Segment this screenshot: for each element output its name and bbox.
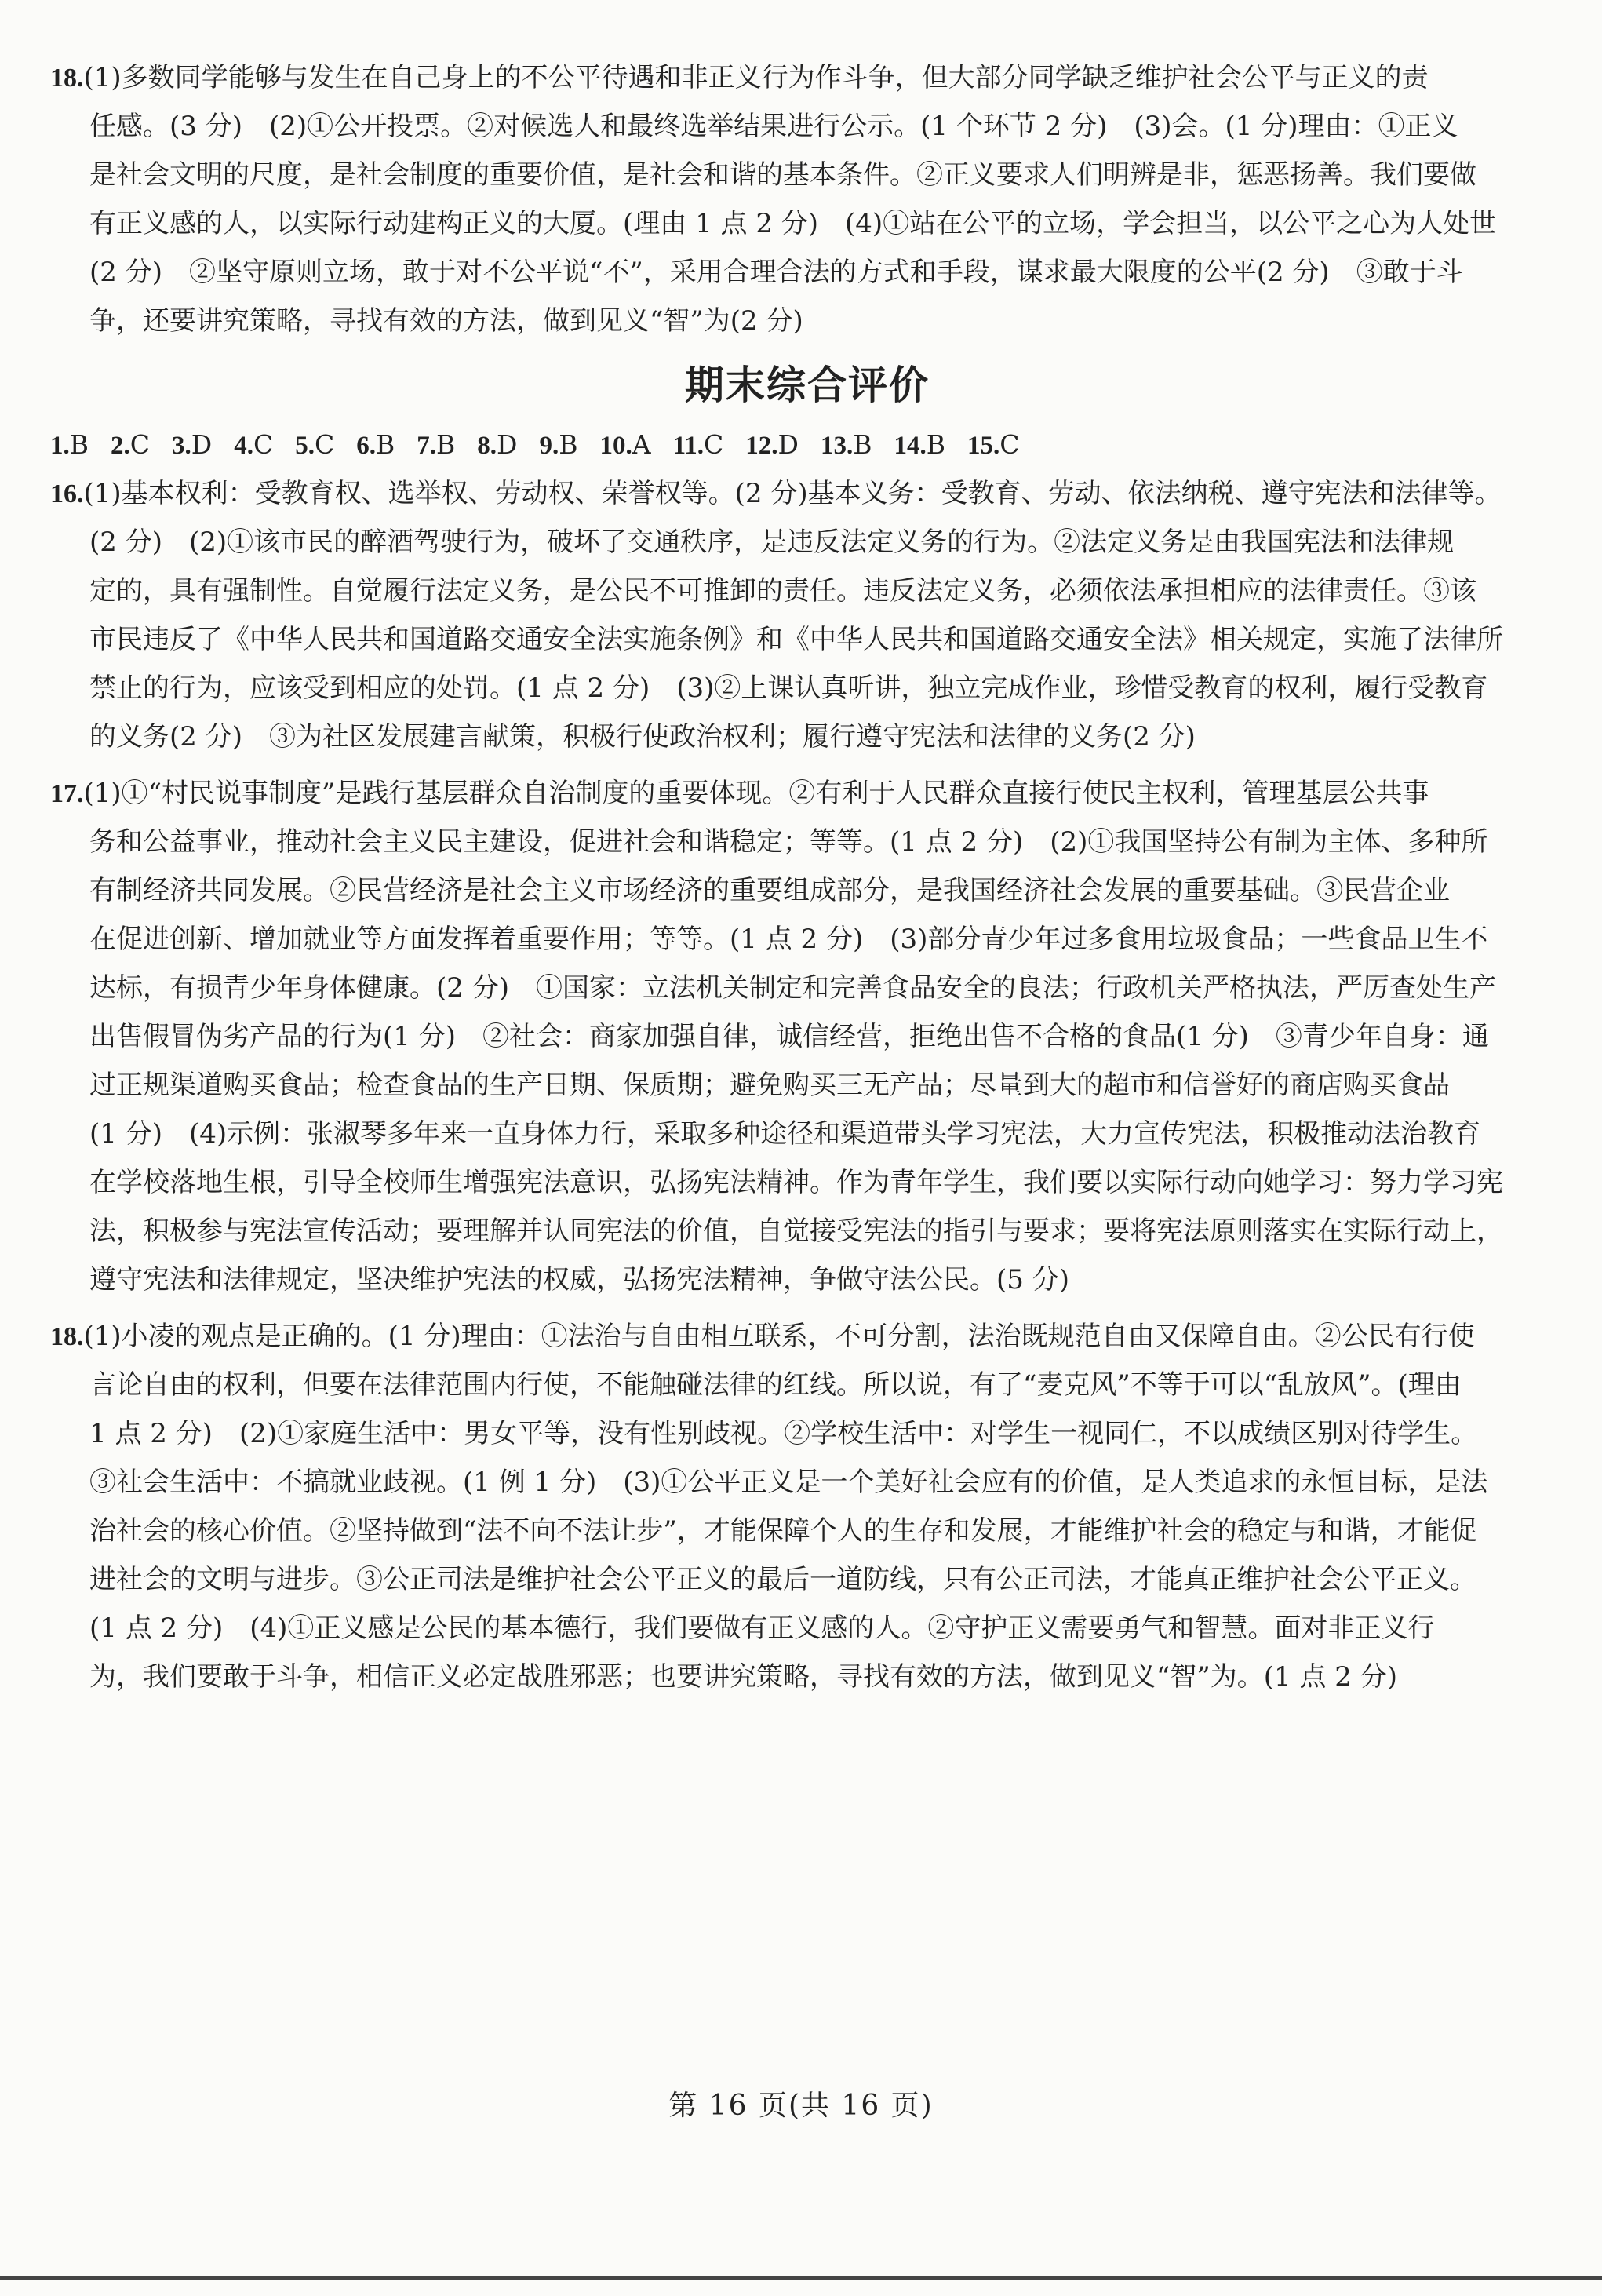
choice-letter: C	[253, 429, 274, 460]
choice-number: 5.	[295, 432, 315, 460]
answer-line	[50, 1458, 1564, 1507]
answer-line	[50, 1207, 1564, 1256]
question-16	[50, 469, 1564, 761]
answer-text: (1)①“村民说事制度”是践行基层群众自治制度的重要体现。②有利于人民群众直接行使民主权利，管理基层公共事	[83, 778, 1429, 809]
question-number: 17.	[50, 779, 84, 808]
choice-answer	[894, 421, 946, 470]
choice-letter: C	[704, 429, 724, 460]
answer-text: (1)小凌的观点是正确的。(1 分)理由：①法治与自由相互联系，不可分割，法治既规范自由又保障自由。②公民有行使	[83, 1321, 1475, 1352]
answer-text: 争，还要讲究策略，寻找有效的方法，做到见义“智”为(2 分)	[89, 305, 803, 337]
choice-letter: C	[129, 429, 151, 460]
answer-text: (1)基本权利：受教育权、选举权、劳动权、荣誉权等。(2 分)基本义务：受教育、劳动、依法纳税、遵守宪法和法律等。	[83, 478, 1502, 509]
choice-number: 10.	[599, 432, 632, 460]
choice-letter: B	[926, 429, 946, 460]
answer-line	[50, 1604, 1564, 1653]
choice-number: 11.	[672, 432, 705, 460]
choice-number: 12.	[745, 432, 778, 460]
choice-number: 14.	[894, 432, 927, 460]
choice-letter: B	[375, 429, 395, 460]
answer-line	[50, 151, 1564, 199]
choice-number: 13.	[821, 432, 854, 460]
choice-answer	[821, 421, 872, 470]
question-number: 18.	[50, 64, 84, 93]
choice-answer	[295, 421, 334, 470]
choice-answer	[50, 421, 89, 470]
answer-text: 是社会文明的尺度，是社会制度的重要价值，是社会和谐的基本条件。②正义要求人们明辨是非，惩恶扬善。我们要做	[89, 159, 1476, 191]
answer-text: 定的，具有强制性。自觉履行法定义务，是公民不可推卸的责任。违反法定义务，必须依法承担相应的法律责任。③该	[89, 575, 1476, 607]
answer-line	[50, 1158, 1564, 1207]
answer-text: 言论自由的权利，但要在法律范围内行使，不能触碰法律的红线。所以说，有了“麦克风”不等于可以“乱放风”。(理由	[89, 1369, 1462, 1401]
answer-line	[50, 102, 1564, 151]
choice-number: 9.	[539, 432, 559, 460]
answer-line	[50, 1061, 1564, 1110]
question-17	[50, 769, 1564, 1304]
answer-line	[50, 712, 1564, 761]
answer-line	[50, 248, 1564, 297]
choice-letter: D	[777, 429, 799, 460]
choice-letter: D	[191, 429, 213, 460]
answer-line	[50, 915, 1564, 964]
answer-line	[50, 964, 1564, 1012]
answer-line	[50, 53, 1564, 102]
choice-number: 1.	[50, 432, 70, 460]
choice-answer	[967, 421, 1020, 470]
answer-text: 出售假冒伪劣产品的行为(1 分) ②社会：商家加强自律，诚信经营，拒绝出售不合格的食品(1 分) ③青少年自身：通	[89, 1021, 1489, 1052]
choice-answer	[234, 421, 273, 470]
answer-line	[50, 518, 1564, 567]
choice-answer	[111, 421, 150, 470]
answer-text: 为，我们要敢于斗争，相信正义必定战胜邪恶；也要讲究策略，寻找有效的方法，做到见义“智”为。(1 点 2 分)	[89, 1661, 1397, 1693]
answer-text: 在学校落地生根，引导全校师生增强宪法意识，弘扬宪法精神。作为青年学生，我们要以实际行动向她学习：努力学习宪	[89, 1167, 1503, 1198]
answer-text: (2 分) (2)①该市民的醉酒驾驶行为，破坏了交通秩序，是违反法定义务的行为。②法定义务是由我国宪法和法律规	[89, 527, 1455, 558]
answer-line	[50, 1409, 1564, 1458]
answer-text: 1 点 2 分) (2)①家庭生活中：男女平等，没有性别歧视。②学校生活中：对学生一视同仁，不以成绩区别对待学生。	[89, 1418, 1478, 1449]
choice-number: 4.	[234, 432, 253, 460]
choice-letter: C	[314, 429, 335, 460]
choice-answer	[745, 421, 799, 470]
answer-line	[50, 1256, 1564, 1304]
choice-number: 3.	[172, 432, 191, 460]
choice-letter: B	[853, 429, 872, 460]
answer-page	[50, 53, 1564, 1709]
answer-line	[50, 1312, 1564, 1361]
bottom-edge	[0, 2276, 1602, 2280]
answer-text: 有正义感的人，以实际行动建构正义的大厦。(理由 1 点 2 分) (4)①站在公平的立场，学会担当，以公平之心为人处世	[89, 208, 1497, 239]
answer-line	[50, 297, 1564, 345]
choice-answer	[172, 421, 212, 470]
answer-line	[50, 567, 1564, 615]
choice-answer	[673, 421, 724, 470]
choice-number: 2.	[111, 432, 130, 460]
answer-text: 市民违反了《中华人民共和国道路交通安全法实施条例》和《中华人民共和国道路交通安全法》相关规定，实施了法律所	[89, 624, 1503, 655]
answer-text: 遵守宪法和法律规定，坚决维护宪法的权威，弘扬宪法精神，争做守法公民。(5 分)	[89, 1264, 1069, 1296]
answer-text: 任感。(3 分) (2)①公开投票。②对候选人和最终选举结果进行公示。(1 个环节 2 分) (3)会。(1 分)理由：①正义	[89, 111, 1458, 142]
page-footer: 第 16 页(共 16 页)	[668, 2090, 934, 2122]
question-18	[50, 1312, 1564, 1701]
answer-text: (1 点 2 分) (4)①正义感是公民的基本德行，我们要做有正义感的人。②守护正义需要勇气和智慧。面对非正义行	[89, 1613, 1435, 1644]
choice-answer	[417, 421, 455, 470]
answer-text: 进社会的文明与进步。③公正司法是维护社会公平正义的最后一道防线，只有公正司法，才能真正维护社会公平正义。	[89, 1564, 1476, 1595]
choice-answer	[539, 421, 577, 470]
answer-line	[50, 818, 1564, 866]
answer-text: 达标，有损青少年身体健康。(2 分) ①国家：立法机关制定和完善食品安全的良法；行政机关严格执法，严厉查处生产	[89, 972, 1496, 1004]
answer-line	[50, 769, 1564, 818]
section-heading: 期末综合评价	[685, 363, 930, 408]
choice-answers	[50, 421, 1564, 469]
question-number: 16.	[50, 479, 84, 508]
choice-answer	[600, 421, 651, 470]
choice-letter: A	[632, 429, 651, 460]
answer-text: ③社会生活中：不搞就业歧视。(1 例 1 分) (3)①公平正义是一个美好社会应有的价值，是人类追求的永恒目标，是法	[89, 1467, 1488, 1498]
answer-line	[50, 1361, 1564, 1409]
answer-text: 的义务(2 分) ③为社区发展建言献策，积极行使政治权利；履行遵守宪法和法律的义务(2 分)	[89, 721, 1196, 753]
answer-line	[50, 1507, 1564, 1555]
answer-line	[50, 469, 1564, 518]
choice-letter: B	[436, 429, 456, 460]
choice-number: 6.	[356, 432, 376, 460]
choice-letter: D	[497, 429, 518, 460]
answer-text: 在促进创新、增加就业等方面发挥着重要作用；等等。(1 点 2 分) (3)部分青少年过多食用垃圾食品；一些食品卫生不	[89, 924, 1488, 955]
choice-letter: B	[69, 429, 89, 460]
choice-number: 7.	[417, 432, 436, 460]
answer-text: (1 分) (4)示例：张淑琴多年来一直身体力行，采取多种途径和渠道带头学习宪法，大力宣传宪法，积极推动法治教育	[89, 1118, 1481, 1150]
answer-text: 过正规渠道购买食品；检查食品的生产日期、保质期；避免购买三无产品；尽量到大的超市和信誉好的商店购买食品	[89, 1070, 1450, 1101]
choice-number: 8.	[477, 432, 497, 460]
choice-answer	[477, 421, 517, 470]
answer-text: 禁止的行为，应该受到相应的处罚。(1 点 2 分) (3)②上课认真听讲，独立完成作业，珍惜受教育的权利，履行受教育	[89, 672, 1488, 704]
answer-text: 务和公益事业，推动社会主义民主建设，促进社会和谐稳定；等等。(1 点 2 分) (2)①我国坚持公有制为主体、多种所	[89, 826, 1488, 858]
answer-text: (1)多数同学能够与发生在自己身上的不公平待遇和非正义行为作斗争，但大部分同学缺乏维护社会公平与正义的责	[83, 62, 1429, 93]
choice-letter: C	[999, 429, 1020, 460]
answer-line	[50, 1555, 1564, 1604]
answer-text: (2 分) ②坚守原则立场，敢于对不公平说“不”，采用合理合法的方式和手段，谋求最大限度的公平(2 分) ③敢于斗	[89, 257, 1463, 288]
question-number: 18.	[50, 1322, 84, 1351]
answer-line	[50, 1653, 1564, 1701]
answer-text: 法，积极参与宪法宣传活动；要理解并认同宪法的价值，自觉接受宪法的指引与要求；要将宪法原则落实在实际行动上，	[89, 1215, 1503, 1247]
answer-text: 有制经济共同发展。②民营经济是社会主义市场经济的重要组成部分，是我国经济社会发展的重要基础。③民营企业	[89, 875, 1450, 906]
answer-line	[50, 866, 1564, 915]
choice-answer	[356, 421, 395, 470]
choice-letter: B	[559, 429, 578, 460]
answer-text: 治社会的核心价值。②坚持做到“法不向不法让步”，才能保障个人的生存和发展，才能维护社会的稳定与和谐，才能促	[89, 1515, 1477, 1547]
answer-line	[50, 1110, 1564, 1158]
answer-line	[50, 199, 1564, 248]
choice-number: 15.	[967, 432, 1000, 460]
answer-line	[50, 664, 1564, 712]
answer-line	[50, 1012, 1564, 1061]
question-18-prev	[50, 53, 1564, 345]
answer-line	[50, 615, 1564, 664]
